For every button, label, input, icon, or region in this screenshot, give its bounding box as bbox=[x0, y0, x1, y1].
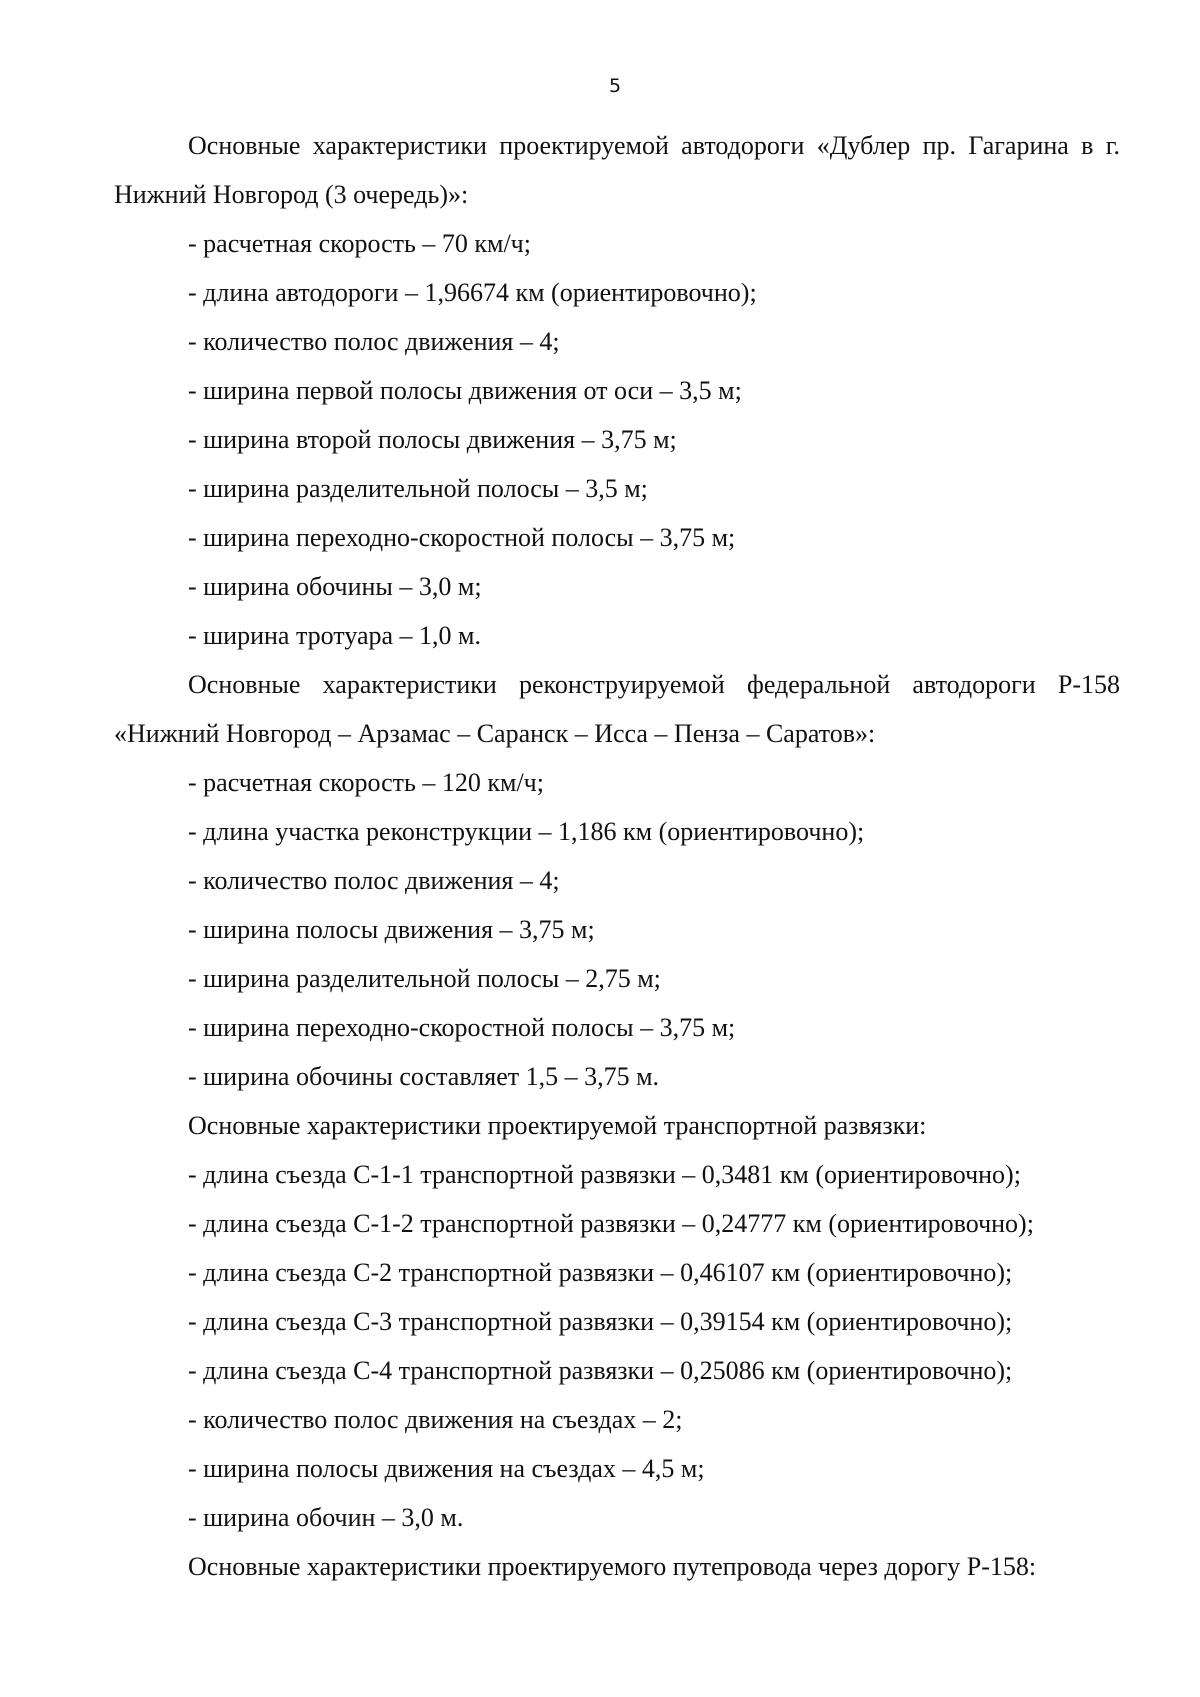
list-item: - расчетная скорость – 70 км/ч; bbox=[188, 229, 531, 258]
list-item: - ширина переходно-скоростной полосы – 3,75 м; bbox=[188, 523, 736, 552]
list-item: - длина съезда С-4 транспортной развязки – 0,25086 км (ориентировочно); bbox=[188, 1356, 1013, 1385]
section-r158-road bbox=[114, 660, 1120, 1101]
list-item: - длина автодороги – 1,96674 км (ориентировочно); bbox=[188, 278, 757, 307]
section-dubler-road bbox=[114, 121, 1120, 660]
list-item: - длина съезда С-3 транспортной развязки – 0,39154 км (ориентировочно); bbox=[188, 1307, 1013, 1336]
list-item: - ширина переходно-скоростной полосы – 3,75 м; bbox=[188, 1013, 736, 1042]
list-item: - расчетная скорость – 120 км/ч; bbox=[188, 768, 544, 797]
section-heading: Основные характеристики проектируемой транспортной развязки: bbox=[188, 1111, 927, 1140]
section-heading: Основные характеристики проектируемой автодороги «Дублер пр. Гагарина в г. Нижний Новгород (3 очередь)»: bbox=[114, 131, 1120, 209]
list-item: - длина съезда С-1-2 транспортной развязки – 0,24777 км (ориентировочно); bbox=[188, 1209, 1034, 1238]
section-heading: Основные характеристики проектируемого путепровода через дорогу Р-158: bbox=[188, 1552, 1037, 1581]
list-item: - количество полос движения – 4; bbox=[188, 866, 560, 895]
list-item: - ширина обочин – 3,0 м. bbox=[188, 1503, 464, 1532]
section-interchange bbox=[114, 1101, 1120, 1542]
list-item: - ширина разделительной полосы – 2,75 м; bbox=[188, 964, 661, 993]
list-item: - ширина разделительной полосы – 3,5 м; bbox=[188, 474, 648, 503]
section-overpass bbox=[114, 1542, 1120, 1591]
list-item: - количество полос движения на съездах – 2; bbox=[188, 1405, 683, 1434]
list-item: - ширина второй полосы движения – 3,75 м; bbox=[188, 425, 677, 454]
document-body bbox=[114, 121, 1120, 1591]
section-heading: Основные характеристики реконструируемой федеральной автодороги Р-158 «Нижний Новгород – Арзамас – Саранск – Исса – Пенза – Саратов»: bbox=[114, 670, 1120, 748]
list-item: - длина участка реконструкции – 1,186 км (ориентировочно); bbox=[188, 817, 865, 846]
list-item: - ширина обочины – 3,0 м; bbox=[188, 572, 482, 601]
list-item: - ширина полосы движения на съездах – 4,5 м; bbox=[188, 1454, 705, 1483]
list-item: - ширина первой полосы движения от оси – 3,5 м; bbox=[188, 376, 742, 405]
list-item: - длина съезда С-2 транспортной развязки – 0,46107 км (ориентировочно); bbox=[188, 1258, 1013, 1287]
list-item: - длина съезда С-1-1 транспортной развязки – 0,3481 км (ориентировочно); bbox=[188, 1160, 1021, 1189]
list-item: - ширина тротуара – 1,0 м. bbox=[188, 621, 482, 650]
list-item: - ширина обочины составляет 1,5 – 3,75 м. bbox=[188, 1062, 660, 1091]
page-number: 5 bbox=[608, 75, 622, 97]
list-item: - количество полос движения – 4; bbox=[188, 327, 560, 356]
list-item: - ширина полосы движения – 3,75 м; bbox=[188, 915, 595, 944]
